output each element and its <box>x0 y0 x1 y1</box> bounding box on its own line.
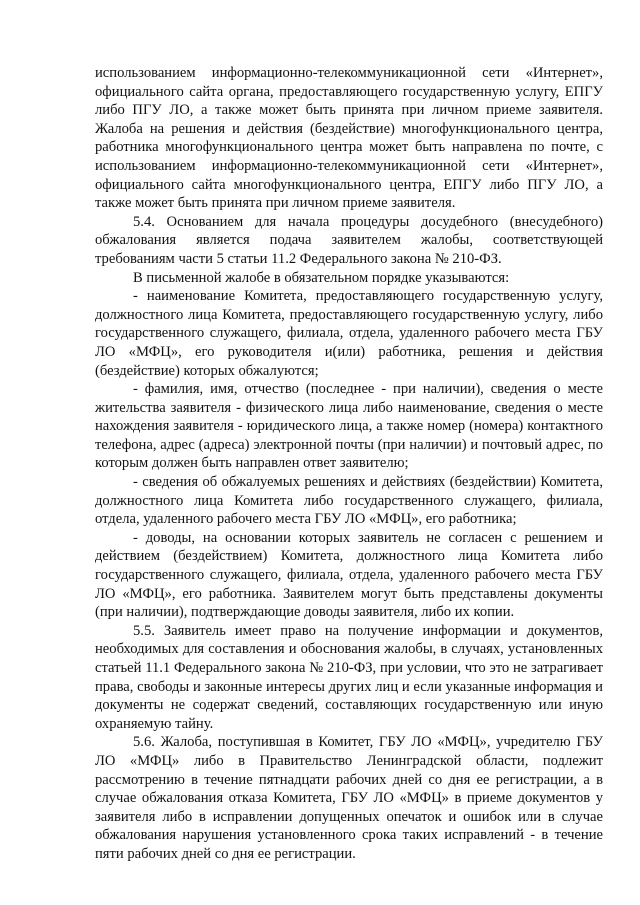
list-item-arguments: - доводы, на основании которых заявитель не согласен с решением и действием (бездействием) Комитета, должностного лица Комитета либо государственного служащего, филиала, отдела, удаленного рабочего места ГБУ ЛО «МФЦ», его работника. Заявителем могут быть представлены документы (при наличии), подтверждающие доводы заявителя, либо их копии. <box>95 529 603 621</box>
paragraph-5-5: 5.5. Заявитель имеет право на получение информации и документов, необходимых для составления и обоснования жалобы, в случаях, установленных статьей 11.1 Федерального закона № 210-ФЗ, при условии, что это не затрагивает права, свободы и законные интересы других лиц и если указанные информация и документы не содержат сведений, составляющих государственную или иную охраняемую тайну. <box>95 622 603 732</box>
list-item-committee-name: - наименование Комитета, предоставляющего государственную услугу, должностного лица Комитета, предоставляющего государственную услугу, либо государственного служащего, филиала, отдела, удаленного рабочего места ГБУ ЛО «МФЦ», его руководителя и(или) работника, решения и действия (бездействие) которых обжалуются; <box>95 288 603 379</box>
list-item-applicant-details: - фамилия, имя, отчество (последнее - при наличии), сведения о месте жительства заявителя - физического лица либо наименование, сведения о месте нахождения заявителя - юридического лица, а также номер (номера) контактного телефона, адрес (адреса) электронной почты (при наличии) и почтовый адрес, по которым должен быть направлен ответ заявителю; <box>95 381 603 472</box>
paragraph-5-6: 5.6. Жалоба, поступившая в Комитет, ГБУ ЛО «МФЦ», учредителю ГБУ ЛО «МФЦ» либо в Правительство Ленинградской области, подлежит рассмотрению в течение пятнадцати рабочих дней со дня ее регистрации, а в случае обжалования отказа Комитета, ГБУ ЛО «МФЦ» в приеме документов у заявителя либо в исправлении допущенных опечаток и ошибок или в случае обжалования нарушения установленного срока таких исправлений - в течение пяти рабочих дней со дня ее регистрации. <box>95 734 603 862</box>
list-item-appealed-decisions: - сведения об обжалуемых решениях и действиях (бездействии) Комитета, должностного лица Комитета либо государственного служащего, филиала, отдела, удаленного рабочего места ГБУ ЛО «МФЦ», его работника; <box>95 474 603 528</box>
paragraph-5-4: 5.4. Основанием для начала процедуры досудебного (внесудебного) обжалования является подача заявителем жалобы, соответствующей требованиям части 5 статьи 11.2 Федерального закона № 210-ФЗ. <box>95 213 603 267</box>
paragraph-complaint-channels: использованием информационно-телекоммуникационной сети «Интернет», официального сайта органа, предоставляющего государственную услугу, ЕПГУ либо ПГУ ЛО, а также может быть принята при личном приеме заявителя. Жалоба на решения и действия (бездействие) многофункционального центра, работника многофункционального центра может быть направлена по почте, с использованием информационно-телекоммуникационной сети «Интернет», официального сайта многофункционального центра, ЕПГУ либо ПГУ ЛО, а также может быть принята при личном приеме заявителя. <box>95 65 603 212</box>
document-page <box>95 64 603 864</box>
paragraph-complaint-requirements-intro: В письменной жалобе в обязательном порядке указываются: <box>133 269 510 286</box>
